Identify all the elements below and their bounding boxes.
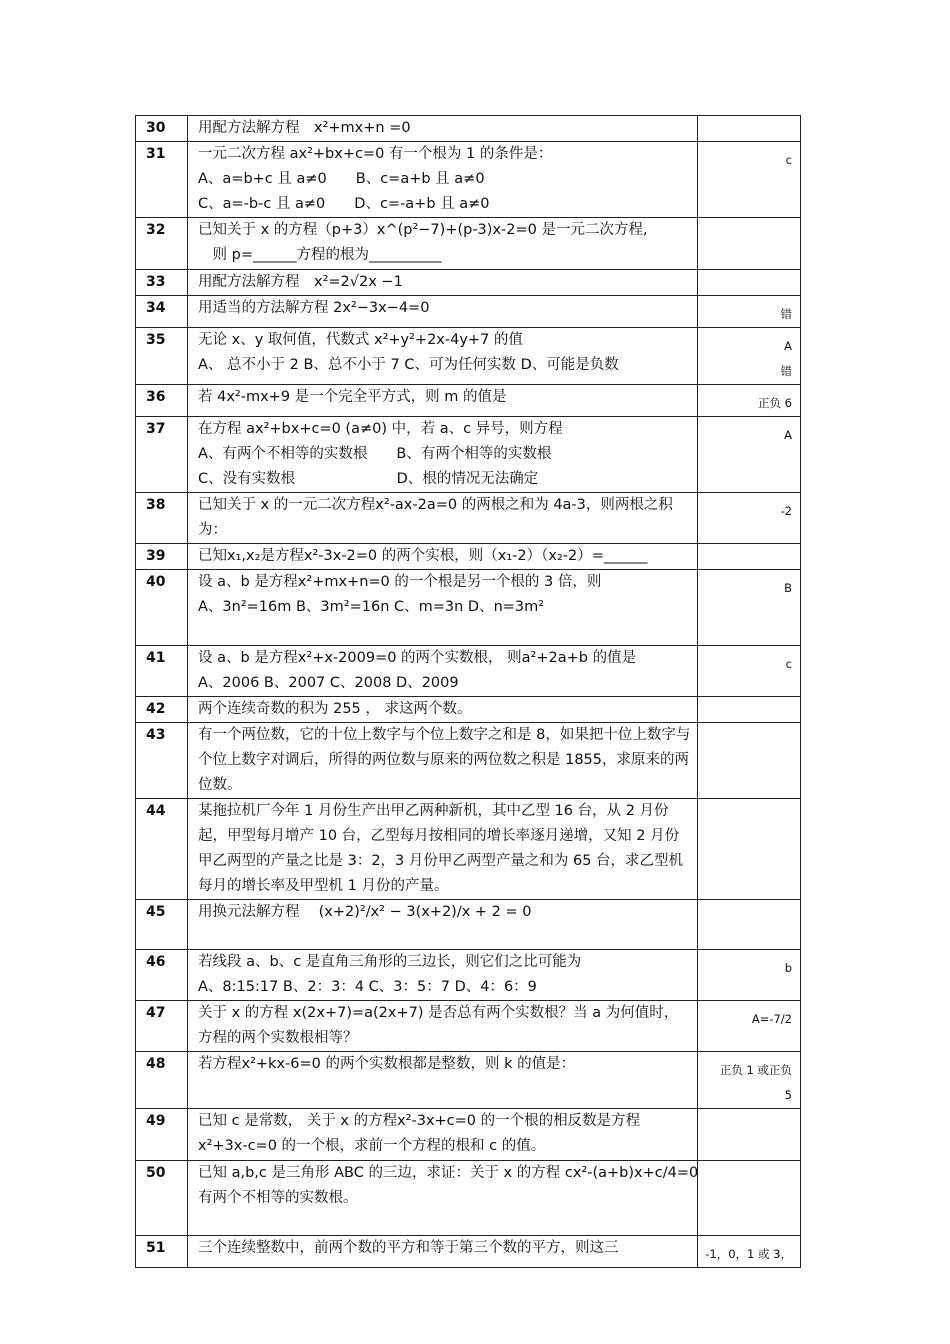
question-number: 42	[136, 697, 188, 723]
question-line: 若方程x²+kx-6=0 的两个实数根都是整数，则 k 的值是：	[198, 1056, 576, 1072]
question-line: 有两个不相等的实数根。	[198, 1190, 358, 1206]
answer-text: -1，0，1 或 3，	[705, 1247, 792, 1261]
question-text	[188, 1236, 698, 1268]
answer-text: c	[785, 657, 792, 671]
answer-cell	[698, 646, 801, 697]
question-row	[136, 270, 801, 296]
question-number: 44	[136, 799, 188, 900]
question-text	[188, 570, 698, 646]
question-number: 37	[136, 417, 188, 493]
question-table	[135, 115, 801, 1268]
answer-cell	[698, 1161, 801, 1236]
question-text	[188, 646, 698, 697]
question-number: 51	[136, 1236, 188, 1268]
question-line: 用配方法解方程 x²+mx+n =0	[198, 120, 411, 136]
answer-text: 正负 6	[758, 396, 792, 410]
answer-cell	[698, 799, 801, 900]
question-text	[188, 385, 698, 417]
question-line: 若线段 a、b、c 是直角三角形的三边长，则它们之比可能为	[198, 954, 582, 970]
question-number: 40	[136, 570, 188, 646]
question-line: A、3n²=16m B、3m²=16n C、m=3n D、n=3m²	[198, 599, 545, 615]
question-row	[136, 116, 801, 142]
question-line: 三个连续整数中，前两个数的平方和等于第三个数的平方，则这三	[198, 1240, 619, 1256]
question-row	[136, 950, 801, 1001]
question-text	[188, 1052, 698, 1109]
question-row	[136, 417, 801, 493]
question-row	[136, 799, 801, 900]
question-number: 39	[136, 544, 188, 570]
question-line: 无论 x、y 取何值，代数式 x²+y²+2x-4y+7 的值	[198, 332, 523, 348]
question-text	[188, 1109, 698, 1161]
question-number: 33	[136, 270, 188, 296]
question-text	[188, 328, 698, 385]
answer-text: b	[784, 961, 792, 975]
question-line: A、 总不小于 2 B、总不小于 7 C、可为任何实数 D、可能是负数	[198, 357, 619, 373]
answer-text: -2	[780, 504, 792, 518]
question-row	[136, 328, 801, 385]
answer-cell	[698, 116, 801, 142]
question-line: 用换元法解方程 (x+2)²/x² − 3(x+2)/x + 2 = 0	[198, 904, 532, 920]
question-row	[136, 570, 801, 646]
question-line: 某拖拉机厂今年 1 月份生产出甲乙两种新机，其中乙型 16 台，从 2 月份起，甲型每月增产 10 台，乙型每月按相同的增长率逐月递增，又知 2 月份甲乙两型的产量之比是 3：2，3 月份甲乙两型产量之和为 65 台，求乙型机每月的增长率及甲型机 1 月份的产量。	[198, 803, 684, 894]
question-number: 47	[136, 1001, 188, 1052]
question-line: A、a=b+c 且 a≠0 B、c=a+b 且 a≠0	[198, 171, 485, 187]
question-text	[188, 544, 698, 570]
question-number: 31	[136, 142, 188, 218]
answer-cell	[698, 1001, 801, 1052]
question-line: 已知 c 是常数， 关于 x 的方程x²-3x+c=0 的一个根的相反数是方程	[198, 1113, 641, 1129]
question-line: 有一个两位数，它的十位上数字与个位上数字之和是 8，如果把十位上数字与个位上数字对调后，所得的两位数与原来的两位数之积是 1855，求原来的两位数。	[198, 727, 691, 793]
question-row	[136, 1109, 801, 1161]
question-text	[188, 950, 698, 1001]
question-line: A、有两个不相等的实数根 B、有两个相等的实数根	[198, 446, 552, 462]
question-line: 若 4x²-mx+9 是一个完全平方式，则 m 的值是	[198, 389, 507, 405]
question-text	[188, 1161, 698, 1236]
question-line: A、8:15:17 B、2：3：4 C、3：5：7 D、4：6：9	[198, 979, 537, 995]
question-number: 49	[136, 1109, 188, 1161]
question-line: 已知关于 x 的一元二次方程x²-ax-2a=0 的两根之和为 4a-3，则两根之积为：	[198, 497, 673, 538]
answer-cell	[698, 270, 801, 296]
answer-text: A=-7/2	[751, 1012, 792, 1026]
answer-cell	[698, 296, 801, 328]
question-row	[136, 723, 801, 799]
question-number: 50	[136, 1161, 188, 1236]
question-text	[188, 116, 698, 142]
question-number: 32	[136, 218, 188, 270]
question-row	[136, 1052, 801, 1109]
question-number: 34	[136, 296, 188, 328]
answer-cell	[698, 900, 801, 950]
question-row	[136, 544, 801, 570]
answer-text: A	[784, 428, 792, 442]
question-text	[188, 296, 698, 328]
question-text	[188, 697, 698, 723]
answer-cell	[698, 1236, 801, 1268]
question-number: 36	[136, 385, 188, 417]
question-line: A、2006 B、2007 C、2008 D、2009	[198, 675, 459, 691]
question-number: 46	[136, 950, 188, 1001]
answer-cell	[698, 544, 801, 570]
answer-cell	[698, 1109, 801, 1161]
question-line: 则 p=______方程的根为__________	[198, 247, 442, 263]
question-line: 关于 x 的方程 x(2x+7)=a(2x+7) 是否总有两个实数根？当 a 为何值时，方程的两个实数根相等？	[198, 1005, 679, 1046]
answer-cell	[698, 142, 801, 218]
question-line: 用配方法解方程 x²=2√2x −1	[198, 274, 403, 290]
question-line: x²+3x-c=0 的一个根，求前一个方程的根和 c 的值。	[198, 1138, 546, 1154]
question-line: 已知 a,b,c 是三角形 ABC 的三边，求证：关于 x 的方程 cx²-(a+b)x+c/4=0	[198, 1165, 699, 1181]
question-text	[188, 900, 698, 950]
question-row	[136, 1236, 801, 1268]
question-text	[188, 1001, 698, 1052]
question-line: 设 a、b 是方程x²+x-2009=0 的两个实数根， 则a²+2a+b 的值是	[198, 650, 637, 666]
answer-cell	[698, 417, 801, 493]
question-text	[188, 723, 698, 799]
question-row	[136, 1001, 801, 1052]
question-line: 在方程 ax²+bx+c=0 (a≠0) 中，若 a、c 异号，则方程	[198, 421, 563, 437]
question-row	[136, 218, 801, 270]
answer-cell	[698, 950, 801, 1001]
question-number: 38	[136, 493, 188, 544]
question-number: 48	[136, 1052, 188, 1109]
question-row	[136, 493, 801, 544]
question-text	[188, 493, 698, 544]
answer-cell	[698, 493, 801, 544]
answer-cell	[698, 385, 801, 417]
question-line: 设 a、b 是方程x²+mx+n=0 的一个根是另一个根的 3 倍，则	[198, 574, 602, 590]
question-row	[136, 900, 801, 950]
question-text	[188, 417, 698, 493]
question-row	[136, 646, 801, 697]
question-text	[188, 270, 698, 296]
question-number: 45	[136, 900, 188, 950]
question-text	[188, 142, 698, 218]
question-number: 35	[136, 328, 188, 385]
answer-text: 正负 1 或正负 5	[719, 1063, 792, 1102]
question-row	[136, 697, 801, 723]
question-line: C、没有实数根 D、根的情况无法确定	[198, 471, 539, 487]
question-row	[136, 385, 801, 417]
question-line: 已知关于 x 的方程（p+3）x^(p²−7)+(p-3)x-2=0 是一元二次方程,	[198, 222, 648, 238]
question-text	[188, 799, 698, 900]
answer-text: B	[784, 581, 792, 595]
question-line: C、a=-b-c 且 a≠0 D、c=-a+b 且 a≠0	[198, 196, 490, 212]
question-number: 43	[136, 723, 188, 799]
question-line: 两个连续奇数的积为 255 ， 求这两个数。	[198, 701, 472, 717]
answer-text: 错	[780, 307, 792, 321]
question-line: 用适当的方法解方程 2x²−3x−4=0	[198, 300, 430, 316]
question-number: 30	[136, 116, 188, 142]
answer-cell	[698, 218, 801, 270]
answer-cell	[698, 697, 801, 723]
question-number: 41	[136, 646, 188, 697]
answer-cell	[698, 723, 801, 799]
question-line: 已知x₁,x₂是方程x²-3x-2=0 的两个实根，则（x₁-2）（x₂-2）=______	[198, 548, 648, 564]
question-line: 一元二次方程 ax²+bx+c=0 有一个根为 1 的条件是：	[198, 146, 553, 162]
answer-text: A 错	[780, 339, 792, 378]
question-row	[136, 142, 801, 218]
question-row	[136, 1161, 801, 1236]
question-row	[136, 296, 801, 328]
question-rows	[136, 116, 801, 1268]
answer-cell	[698, 1052, 801, 1109]
answer-text: c	[785, 153, 792, 167]
answer-cell	[698, 570, 801, 646]
answer-cell	[698, 328, 801, 385]
question-text	[188, 218, 698, 270]
